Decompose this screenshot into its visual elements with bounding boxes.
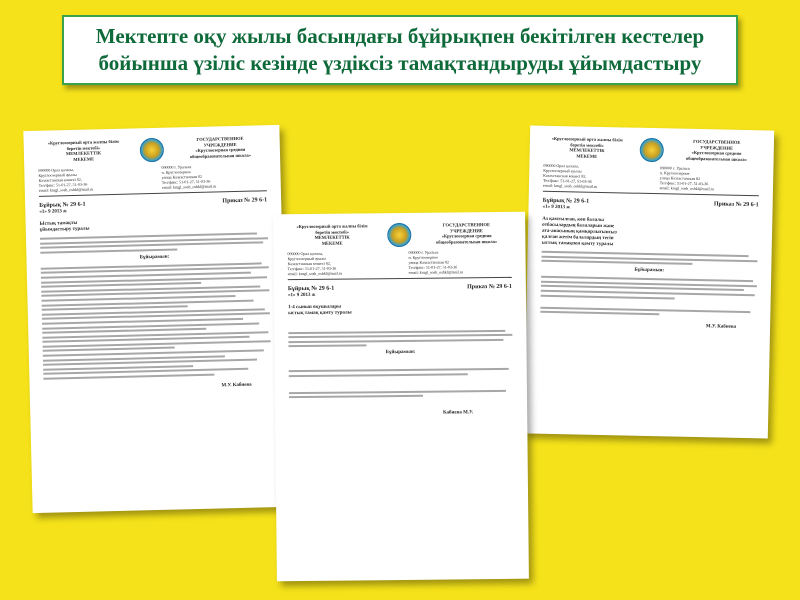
state-emblem-icon: [640, 138, 664, 162]
order-number: Бұйрық № 29 6-1 Приказ № 29 6-1: [39, 197, 268, 209]
order-date: «1» 9 2013 ж: [287, 292, 316, 299]
order-items-block: [41, 262, 272, 380]
header-kz: «Круглоозерный орта жалпы білім беретін мектебі» МЕМЛЕКЕТТІК МЕКЕМЕ: [47, 138, 119, 162]
order-number: Бұйрық № 29 6-1 Приказ № 29 6-1: [287, 283, 512, 293]
document-header: [38, 135, 267, 165]
order-items-block: [540, 276, 757, 318]
order-number: Бұйрық № 29 6-1 Приказ № 29 6-1: [542, 197, 759, 209]
state-emblem-icon: [387, 223, 411, 247]
document-header: [544, 136, 760, 165]
order-date: «1» 9 2013 ж: [39, 209, 67, 215]
header-kz: «Круглоозерный орта жалпы білім беретін мектебі» МЕМЛЕКЕТТІК МЕКЕМЕ: [551, 135, 623, 159]
signature: М.У. Кабиева: [705, 324, 737, 331]
order-items-block: [289, 368, 513, 399]
title-banner: [62, 15, 738, 85]
header-ru: ГОСУДАРСТВЕННОЕ УЧРЕЖДЕНИЕ «Круглоозерная средняя общеобразовательная школа»: [435, 222, 498, 245]
state-emblem-icon: [140, 138, 165, 163]
order-document-middle: [273, 212, 529, 582]
order-subject: Аз қамтылған, көп балалы отбасылардың балаларын және ата-анасының қамқорлығынсыз қалған жетім балалардың тегін ыстық тамақпен қамту туралы: [541, 216, 617, 248]
order-date: «1» 9 2013 ж: [542, 204, 570, 211]
signature: Кабиева М.У.: [442, 410, 474, 416]
order-subject: Ыстық тамақты ұйымдастыру туралы: [39, 220, 90, 233]
body-text-block: [40, 232, 268, 253]
signature: М.У. Кабиева: [221, 382, 252, 389]
address-block: 090000 Орал қаласы, Круглоозерный ауылы Казахстанская көшесі 82, Тел/факс: 51-01-27, 51-03-36 email: krugl_sosh_oshkl@mail.ru 090000 г. Уральск п. Круглоозерное улица Казахстанская 82 Тел/факс: 51-01-27, 51-03-36 email: krugl_sosh_oshkl@mail.ru: [287, 249, 511, 280]
title-line-1: Мектепте оқу жылы басындағы бұйрықпен бекітілген кестелер: [95, 24, 705, 48]
title-line-2: бойынша үзіліс кезінде үздіксіз тамақтандыруды ұйымдастыру: [98, 51, 702, 75]
address-block: 090000 Орал қаласы, Круглоозерный ауылы Казахстанская көшесі 82, Тел/факс: 51-01-27, 51-03-36 email: krugl_sosh_oshkl@mail.ru 090000 г. Уральск п. Круглоозерное улица Казахстанская 82 Тел/факс: 51-01-27, 51-03-36 email: krugl_sosh_oshkl@mail.ru: [543, 163, 760, 197]
order-document-left: [23, 125, 288, 513]
order-document-right: [524, 125, 774, 438]
header-kz: «Круглоозерный орта жалпы білім беретін мектебі» МЕМЛЕКЕТТІК МЕКЕМЕ: [296, 223, 368, 246]
order-heading: Бұйырамын:: [634, 267, 665, 274]
document-header: [287, 222, 511, 248]
header-ru: ГОСУДАРСТВЕННОЕ УЧРЕЖДЕНИЕ «Круглоозерная средняя общеобразовательная школа»: [189, 135, 252, 159]
body-text-block: [541, 251, 757, 267]
address-block: 090000 Орал қаласы, Круглоозерный ауылы Казахстанская көшесі 82, Тел/факс: 51-01-27, 51-03-36 email: krugl_sosh_oshkl@mail.ru 090000 г. Уральск п. Круглоозерное улица Казахстанская 82 Тел/факс: 51-01-27, 51-03-36 email: krugl_sosh_oshkl@mail.ru: [38, 162, 267, 197]
header-ru: ГОСУДАРСТВЕННОЕ УЧРЕЖДЕНИЕ «Круглоозерная средняя общеобразовательная школа»: [685, 138, 748, 162]
order-subject: 1-4 сынып оқушылары ыстық тамақ қамту туралы: [288, 304, 352, 317]
order-heading: Бұйырамын:: [385, 350, 416, 356]
body-text-block: [288, 329, 512, 347]
order-heading: Бұйырамын:: [139, 254, 170, 261]
